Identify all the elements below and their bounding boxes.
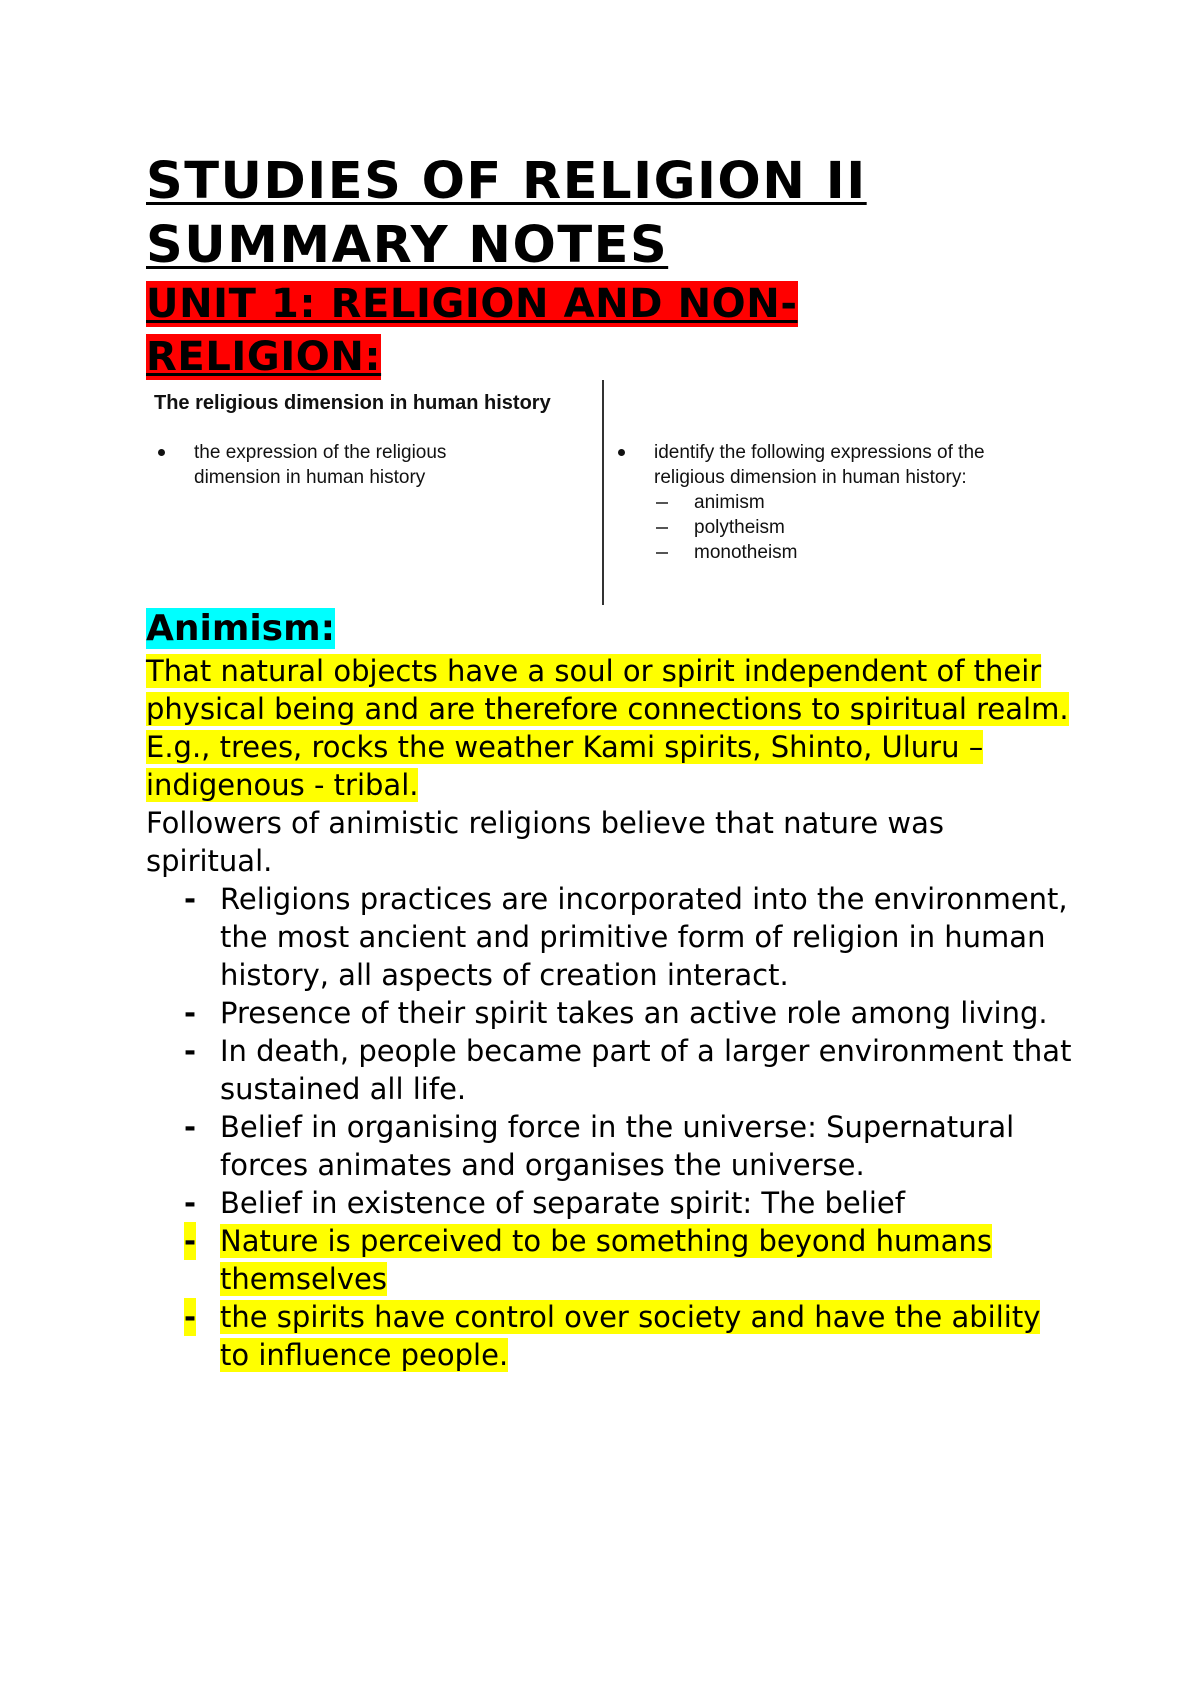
list-item xyxy=(146,1184,1076,1222)
animism-heading xyxy=(146,605,335,653)
syllabus-right-text: identify the following expressions of the religious dimension in human history: xyxy=(654,442,985,488)
document-title xyxy=(146,150,867,278)
syllabus-left-list xyxy=(194,440,524,490)
dash-icon xyxy=(656,502,668,504)
dash-icon xyxy=(656,527,668,529)
animism-heading-text: Animism: xyxy=(146,608,336,649)
list-item xyxy=(146,1032,1076,1108)
syllabus-right-list xyxy=(654,440,1014,565)
dash-bullet-icon: - xyxy=(184,882,197,916)
list-item xyxy=(146,1108,1076,1184)
syllabus-heading: The religious dimension in human history xyxy=(154,392,551,414)
syllabus-divider xyxy=(602,380,604,605)
list-item xyxy=(146,1298,1076,1374)
dash-bullet-icon: - xyxy=(184,1186,197,1220)
bullet-dot-icon xyxy=(618,449,625,456)
syllabus-left-text: the expression of the religious dimension in human history xyxy=(194,442,447,488)
list-item xyxy=(146,1222,1076,1298)
notes-body xyxy=(146,652,1076,1374)
list-item-text: Religions practices are incorporated into the environment, the most ancient and primitive form of religion in human history, all aspects of creation interact. xyxy=(220,882,1068,992)
followers-paragraph: Followers of animistic religions believe that nature was spiritual. xyxy=(146,806,944,878)
dash-bullet-icon: - xyxy=(184,996,197,1030)
animism-bullet-list xyxy=(146,880,1076,1374)
title-line-2: SUMMARY NOTES xyxy=(146,216,669,275)
list-item xyxy=(146,880,1076,994)
list-item-text: the spirits have control over society and have the ability to influence people. xyxy=(220,1300,1041,1372)
syllabus-sublist xyxy=(654,490,1014,565)
dash-icon xyxy=(656,552,668,554)
list-item xyxy=(146,994,1076,1032)
list-item-text: Belief in organising force in the universe: Supernatural forces animates and organises the universe. xyxy=(220,1110,1015,1182)
syllabus-subitem-text: polytheism xyxy=(694,517,785,538)
bullet-dot-icon xyxy=(158,449,165,456)
syllabus-excerpt xyxy=(146,380,1046,605)
list-item-text: In death, people became part of a larger environment that sustained all life. xyxy=(220,1034,1072,1106)
definition-paragraph xyxy=(146,652,1076,804)
dash-bullet-icon: - xyxy=(184,1224,197,1258)
unit-heading-line-2: RELIGION: xyxy=(146,334,382,380)
dash-bullet-icon: - xyxy=(184,1300,197,1334)
syllabus-subitem xyxy=(654,515,1014,540)
syllabus-subitem-text: monotheism xyxy=(694,542,798,563)
syllabus-subitem-text: animism xyxy=(694,492,765,513)
title-line-1: STUDIES OF RELIGION II xyxy=(146,152,867,211)
unit-heading xyxy=(146,278,798,384)
syllabus-subitem xyxy=(654,540,1014,565)
dash-bullet-icon: - xyxy=(184,1034,197,1068)
list-item-text: Nature is perceived to be something beyond humans themselves xyxy=(220,1224,992,1296)
list-item-text: Presence of their spirit takes an active role among living. xyxy=(220,996,1048,1030)
syllabus-subitem xyxy=(654,490,1014,515)
definition-text: That natural objects have a soul or spirit independent of their physical being and are therefore connections to spiritual realm. E.g., trees, rocks the weather Kami spirits, Shinto, Uluru – indigenous - tribal. xyxy=(146,654,1069,802)
dash-bullet-icon: - xyxy=(184,1110,197,1144)
unit-heading-line-1: UNIT 1: RELIGION AND NON- xyxy=(146,281,798,327)
syllabus-left-item xyxy=(194,440,524,490)
list-item-text: Belief in existence of separate spirit: The belief xyxy=(220,1186,905,1220)
syllabus-right-item xyxy=(654,440,1014,565)
